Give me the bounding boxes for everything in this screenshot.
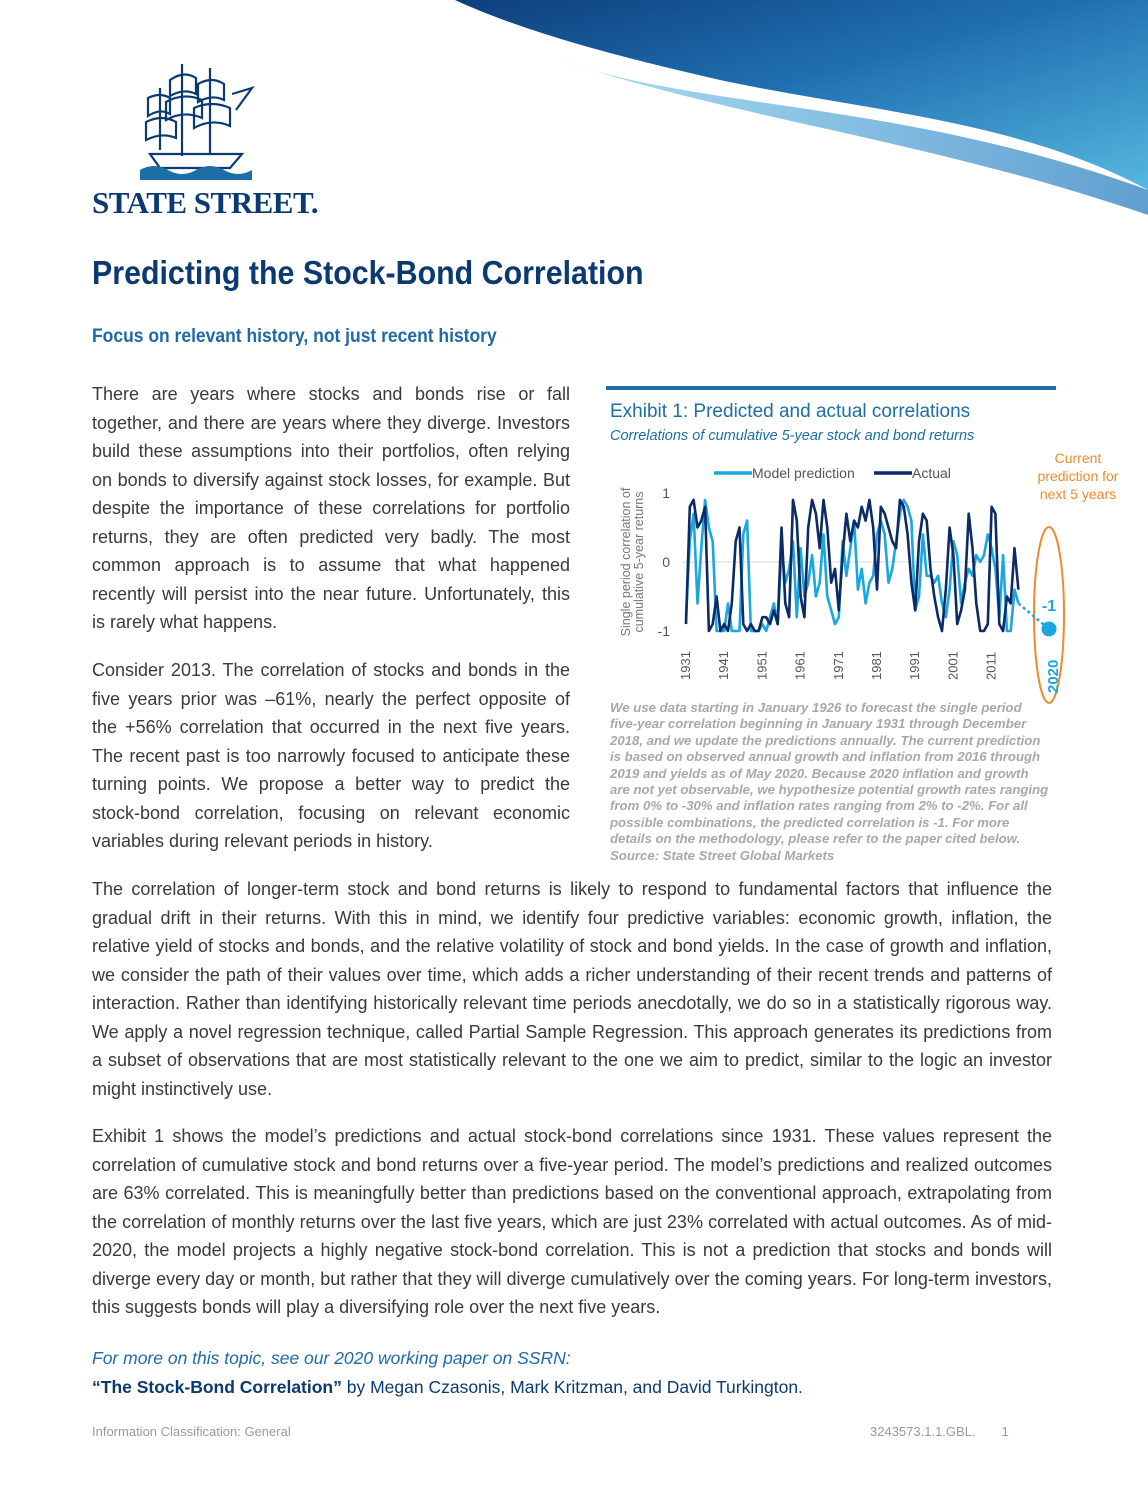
body-paragraph-4: Exhibit 1 shows the model’s predictions and actual stock-bond correlations since 1931. These values represent the correlation of cumulative stock and bond returns over a five-year period. The model’s predictions and realized outcomes are 63% correlated. This is meaningfully better than predictions based on the conventional approach, extrapolating from the correlation of monthly returns over the last five years, which are just 23% correlated with actual outcomes. As of mid-2020, the model projects a highly negative stock-bond correlation. This is not a prediction that stocks and bonds will diverge every day or month, but rather that they will diverge cumulatively over the coming years. For long-term investors, this suggests bonds will play a diversifying role over the next five years. bbox=[92, 1126, 1052, 1317]
actual-line bbox=[686, 500, 1018, 631]
state-street-logo bbox=[92, 58, 319, 221]
prediction-annotation: Current bbox=[1054, 450, 1102, 466]
y-tick-label: 1 bbox=[662, 485, 670, 501]
prediction-value-label: -1 bbox=[1041, 598, 1057, 615]
exhibit-note bbox=[610, 700, 1050, 864]
exhibit-rule bbox=[606, 386, 1056, 390]
y-axis-label: cumulative 5-year returns bbox=[632, 491, 646, 633]
exhibit-title: Exhibit 1: Predicted and actual correlations bbox=[610, 401, 971, 422]
ship-icon bbox=[140, 58, 258, 183]
legend-model-label: Model prediction bbox=[752, 465, 855, 481]
body-paragraph-1: There are years where stocks and bonds rise or fall together, and there are years where they diverge. Investors build these assumptions into their portfolios, often relying on bonds to diversify against stock losses, for example. But despite the importance of these correlations for portfolio returns, they are often predicted very badly. The most common approach is to assume that what happened recently will persist into the near future. Unfortunately, this is rarely what happens. bbox=[92, 384, 570, 632]
x-tick-label: 1961 bbox=[792, 651, 808, 680]
x-tick-label: 1941 bbox=[716, 651, 732, 680]
footer-right bbox=[870, 1424, 1009, 1439]
x-tick-label: 1951 bbox=[754, 651, 770, 680]
footer-doc-id: 3243573.1.1.GBL. bbox=[870, 1424, 976, 1439]
x-tick-label: 1931 bbox=[678, 651, 693, 680]
body-paragraph-2: Consider 2013. The correlation of stocks and bonds in the five years prior was –61%, nearly the perfect opposite of the +56% correlation that occurred in the next five years. The recent past is too narrowly focused to anticipate these turning points. We propose a better way to predict the stock-bond correlation, focusing on relevant economic variables during relevant periods in history. bbox=[92, 660, 570, 851]
page-number: 1 bbox=[1001, 1424, 1009, 1439]
exhibit-source: Source: State Street Global Markets bbox=[610, 847, 835, 863]
y-tick-label: 0 bbox=[662, 554, 670, 570]
x-tick-label: 1991 bbox=[907, 651, 923, 680]
prediction-point bbox=[1042, 622, 1057, 637]
x-tick-label: 2011 bbox=[983, 652, 999, 680]
footer-classification: Information Classification: General bbox=[92, 1424, 291, 1439]
legend-actual-label: Actual bbox=[912, 465, 951, 481]
page-title: Predicting the Stock-Bond Correlation bbox=[92, 254, 644, 291]
x-tick-label: 1971 bbox=[830, 651, 846, 680]
reference-line bbox=[92, 1377, 803, 1398]
x-tick-label: 1981 bbox=[869, 651, 885, 680]
page-subtitle: Focus on relevant history, not just recent history bbox=[92, 326, 497, 347]
prediction-annotation: prediction for bbox=[1037, 468, 1119, 484]
y-axis-label: Single period correlation of bbox=[619, 487, 633, 637]
body-paragraph-3: The correlation of longer-term stock and bond returns is likely to respond to fundamental factors that influence the gradual drift in their returns. With this in mind, we identify four predictive variables: economic growth, inflation, the relative yield of stocks and bonds, and the relative volatility of stock and bond yields. In the case of growth and inflation, we consider the path of their values over time, which adds a richer understanding of their recent trends and patterns of interaction. Rather than identifying historically relevant time periods anecdotally, we do so in a statistically rigorous way. We apply a novel regression technique, called Partial Sample Regression. This approach generates its predictions from a subset of observations that are most statistically relevant to the one we aim to predict, similar to the logic an investor might instinctively use. bbox=[92, 879, 1052, 1099]
prediction-annotation: next 5 years bbox=[1039, 486, 1117, 502]
prediction-year-label: 2020 bbox=[1045, 659, 1062, 693]
exhibit-subtitle: Correlations of cumulative 5-year stock and bond returns bbox=[610, 428, 975, 444]
x-tick-label: 2001 bbox=[945, 651, 961, 680]
y-tick-label: -1 bbox=[657, 623, 670, 639]
exhibit-note-text: We use data starting in January 1926 to forecast the single period five-year correlation beginning in January 1931 through December 2018, and we update the predictions annually. The current prediction is based on observed annual growth and inflation from 2016 through 2019 and yields as of May 2020. Because 2020 inflation and growth are not yet observable, we hypothesize potential growth rates ranging from 0% to -30% and inflation rates ranging from 2% to -2%. For all possible combinations, the predicted correlation is -1. For more details on the methodology, please refer to the paper cited below. bbox=[610, 700, 1049, 847]
reference-title-link[interactable]: “The Stock-Bond Correlation” bbox=[92, 1377, 342, 1397]
exhibit-1 bbox=[606, 386, 1119, 896]
logo-wordmark: STATE STREET. bbox=[92, 185, 319, 220]
reference-intro: For more on this topic, see our 2020 working paper on SSRN: bbox=[92, 1348, 571, 1368]
reference-authors: by Megan Czasonis, Mark Kritzman, and David Turkington. bbox=[341, 1377, 803, 1397]
correlation-chart bbox=[606, 448, 1119, 703]
